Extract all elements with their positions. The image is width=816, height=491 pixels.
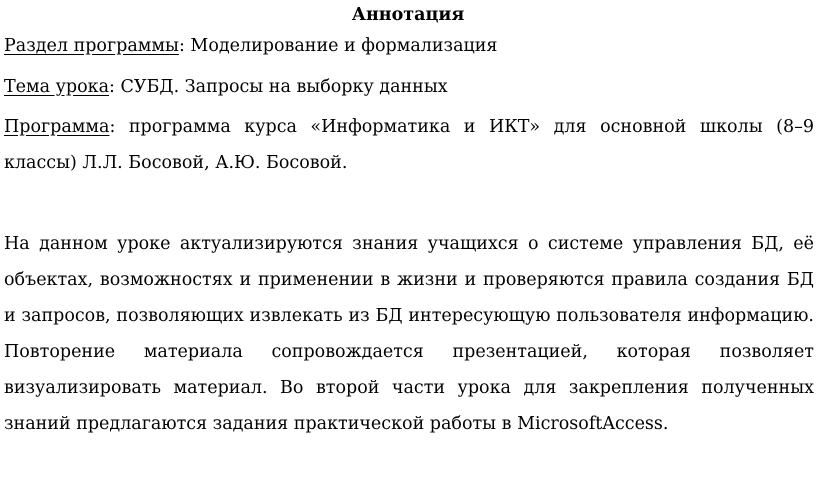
program-value: программа курса «Информатика и ИКТ» для основной школы (8–9 классы) Л.Л. Босовой, А.Ю. Босовой. <box>4 117 814 173</box>
topic-line <box>4 74 814 100</box>
topic-value: СУБД. Запросы на выборку данных <box>114 77 448 97</box>
annotation-paragraph: На данном уроке актуализируются знания учащихся о системе управления БД, её объектах, возможностях и применении в жизни и проверяются правила создания БД и запросов, позволяющих извлекать из БД интересующую пользователя информацию. Повторение материала сопровождается презентацией, которая позволяет визуализировать материал. Во второй части урока для закрепления полученных знаний предлагаются задания практической работы в MicrosoftAccess. <box>4 234 814 434</box>
document-title: Аннотация <box>351 5 465 25</box>
section-line <box>4 33 814 59</box>
section-separator: : <box>178 36 185 56</box>
program-separator: : <box>109 117 116 137</box>
section-label: Раздел программы <box>4 36 179 56</box>
topic-separator: : <box>109 77 115 97</box>
topic-label: Тема урока <box>4 77 110 97</box>
program-line <box>4 109 814 181</box>
program-label: Программа <box>4 117 110 137</box>
section-value: Моделирование и формализация <box>184 36 498 56</box>
